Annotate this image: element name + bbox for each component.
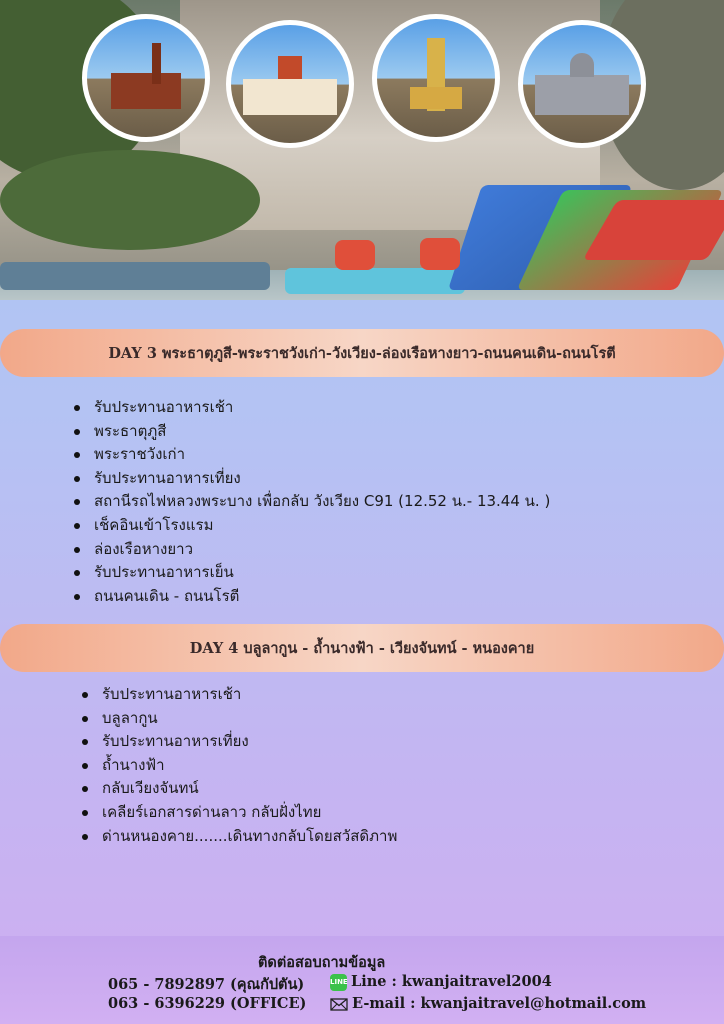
list-item: สถานีรถไฟหลวงพระบาง เพื่อกลับ วังเวียง C91 (12.52 น.- 13.44 น. ) bbox=[72, 490, 550, 514]
palace-photo bbox=[226, 20, 354, 148]
phone-1[interactable]: 065 - 7892897 (คุณกัปตัน) bbox=[108, 976, 305, 993]
contact-heading: ติดต่อสอบถามข้อมูล bbox=[258, 954, 386, 971]
temple-photo-2 bbox=[518, 20, 646, 148]
stupa-photo bbox=[372, 14, 500, 142]
list-item: เคลียร์เอกสารด่านลาว กลับฝั่งไทย bbox=[80, 801, 397, 825]
line-icon: LINE bbox=[330, 974, 347, 991]
temple-photo-1 bbox=[82, 14, 210, 142]
list-item: ด่านหนองคาย.......เดินทางกลับโดยสวัสดิภาพ bbox=[80, 825, 397, 849]
list-item: รับประทานอาหารเที่ยง bbox=[72, 467, 550, 491]
email-address: E-mail : kwanjaitravel@hotmail.com bbox=[352, 995, 647, 1012]
list-item: ถ้ำนางฟ้า bbox=[80, 754, 397, 778]
mail-icon bbox=[330, 998, 348, 1011]
list-item: กลับเวียงจันทน์ bbox=[80, 777, 397, 801]
list-item: รับประทานอาหารเช้า bbox=[80, 683, 397, 707]
day3-title-banner bbox=[0, 329, 724, 377]
email-contact[interactable] bbox=[330, 995, 646, 1012]
list-item: รับประทานอาหารเย็น bbox=[72, 561, 550, 585]
list-item: ล่องเรือหางยาว bbox=[72, 538, 550, 562]
day3-itinerary-list bbox=[72, 396, 550, 608]
list-item: บลูลากูน bbox=[80, 707, 397, 731]
hero-photo bbox=[0, 0, 724, 300]
list-item: รับประทานอาหารเที่ยง bbox=[80, 730, 397, 754]
day3-title: DAY 3 พระธาตุภูสี-พระราชวังเก่า-วังเวียง-ล่องเรือหางยาว-ถนนคนเดิน-ถนนโรตี bbox=[108, 344, 616, 362]
day4-title: DAY 4 บลูลากูน - ถ้ำนางฟ้า - เวียงจันทน์ - หนองคาย bbox=[189, 639, 535, 657]
contact-footer bbox=[0, 936, 724, 1024]
list-item: พระธาตุภูสี bbox=[72, 420, 550, 444]
day4-itinerary-list bbox=[80, 683, 397, 848]
list-item: รับประทานอาหารเช้า bbox=[72, 396, 550, 420]
phone-2[interactable]: 063 - 6396229 (OFFICE) bbox=[108, 995, 307, 1012]
list-item: เช็คอินเข้าโรงแรม bbox=[72, 514, 550, 538]
line-id: Line : kwanjaitravel2004 bbox=[351, 973, 552, 990]
list-item: พระราชวังเก่า bbox=[72, 443, 550, 467]
list-item: ถนนคนเดิน - ถนนโรตี bbox=[72, 585, 550, 609]
day4-title-banner bbox=[0, 624, 724, 672]
line-contact[interactable] bbox=[330, 973, 552, 991]
